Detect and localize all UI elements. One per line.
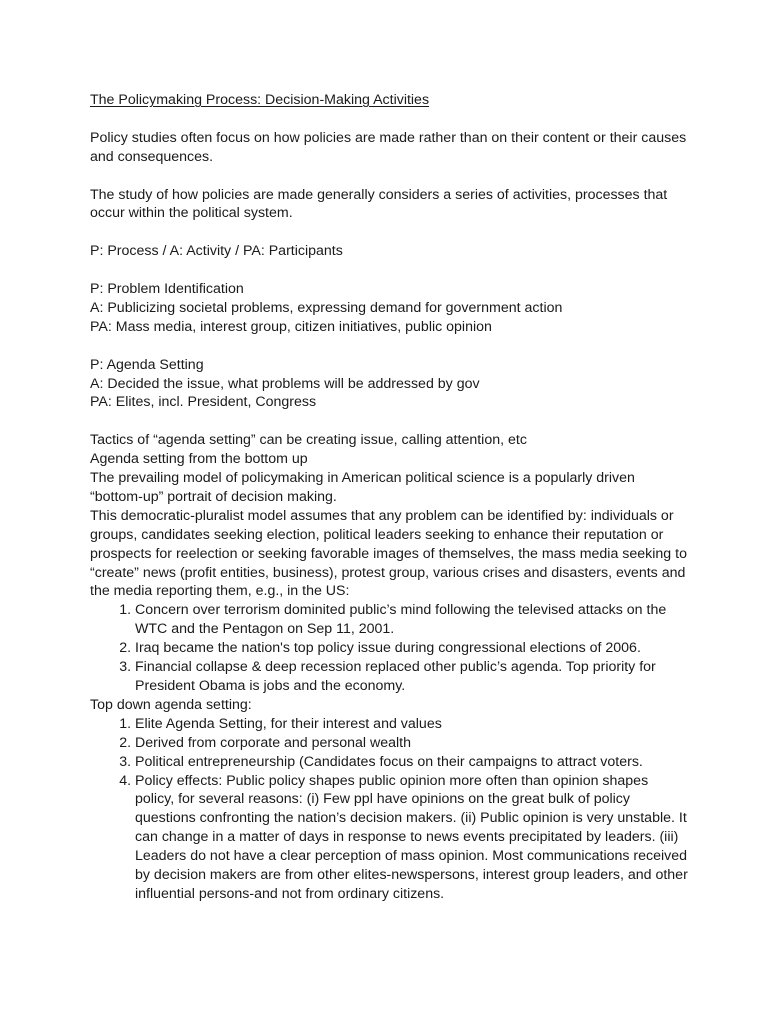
- agenda-setting-process: P: Agenda Setting: [90, 356, 204, 373]
- prevailing-model-paragraph: The prevailing model of policymaking in American political science is a popularly driven “bottom-up” portrait of decision making.: [90, 470, 635, 505]
- list-item: 1. Concern over terrorism dominited public’s mind following the televised attacks on the WTC and the Pentagon on Sep 11, 2001.: [135, 601, 690, 639]
- problem-identification-participants: PA: Mass media, interest group, citizen initiatives, public opinion: [90, 318, 492, 335]
- pluralist-model-paragraph: This democratic-pluralist model assumes that any problem can be identified by: individuals or groups, candidates seeking election, political leaders seeking to enhance their reputation or prospects for reelection or seeking favorable images of themselves, the mass media seeking to “create” news (profit entities, business), protest group, various crises and disasters, events and the media reporting them, e.g., in the US:: [90, 507, 687, 600]
- list-item: 2. Derived from corporate and personal wealth: [135, 734, 690, 753]
- list-item: 3. Political entrepreneurship (Candidates focus on their campaigns to attract voters.: [135, 753, 690, 772]
- problem-identification-activity: A: Publicizing societal problems, expressing demand for government action: [90, 299, 563, 316]
- intro-paragraph-2: The study of how policies are made generally considers a series of activities, processes that occur within the political system.: [90, 186, 668, 222]
- list-item: 2. Iraq became the nation's top policy issue during congressional elections of 2006.: [135, 639, 690, 658]
- tactics-line: Tactics of “agenda setting” can be creating issue, calling attention, etc: [90, 432, 527, 449]
- list-item: 1. Elite Agenda Setting, for their interest and values: [135, 715, 690, 734]
- document-page: [90, 91, 690, 904]
- list-item: 3. Financial collapse & deep recession replaced other public’s agenda. Top priority for President Obama is jobs and the economy.: [135, 658, 690, 696]
- list-item: 4. Policy effects: Public policy shapes public opinion more often than opinion shapes policy, for several reasons: (i) Few ppl have opinions on the great bulk of policy questions confronting the nation’s decision makers. (ii) Public opinion is very unstable. It can change in a matter of days in response to news events precipitated by leaders. (iii) Leaders do not have a clear perception of mass opinion. Most communications received by decision makers are from other elites-newspersons, interest group leaders, and other influential persons-and not from ordinary citizens.: [135, 772, 690, 904]
- bottom-up-examples-list: [90, 601, 690, 696]
- abbreviation-legend: P: Process / A: Activity / PA: Participants: [90, 243, 343, 260]
- bottom-up-heading: Agenda setting from the bottom up: [90, 451, 308, 468]
- agenda-setting-participants: PA: Elites, incl. President, Congress: [90, 394, 317, 411]
- top-down-heading: Top down agenda setting:: [90, 696, 252, 713]
- problem-identification-process: P: Problem Identification: [90, 281, 244, 297]
- intro-paragraph-1: Policy studies often focus on how policies are made rather than on their content or their causes and consequences.: [90, 129, 687, 165]
- document-title: The Policymaking Process: Decision-Making Activities: [90, 92, 430, 108]
- top-down-list: [90, 715, 690, 904]
- agenda-setting-activity: A: Decided the issue, what problems will be addressed by gov: [90, 375, 480, 392]
